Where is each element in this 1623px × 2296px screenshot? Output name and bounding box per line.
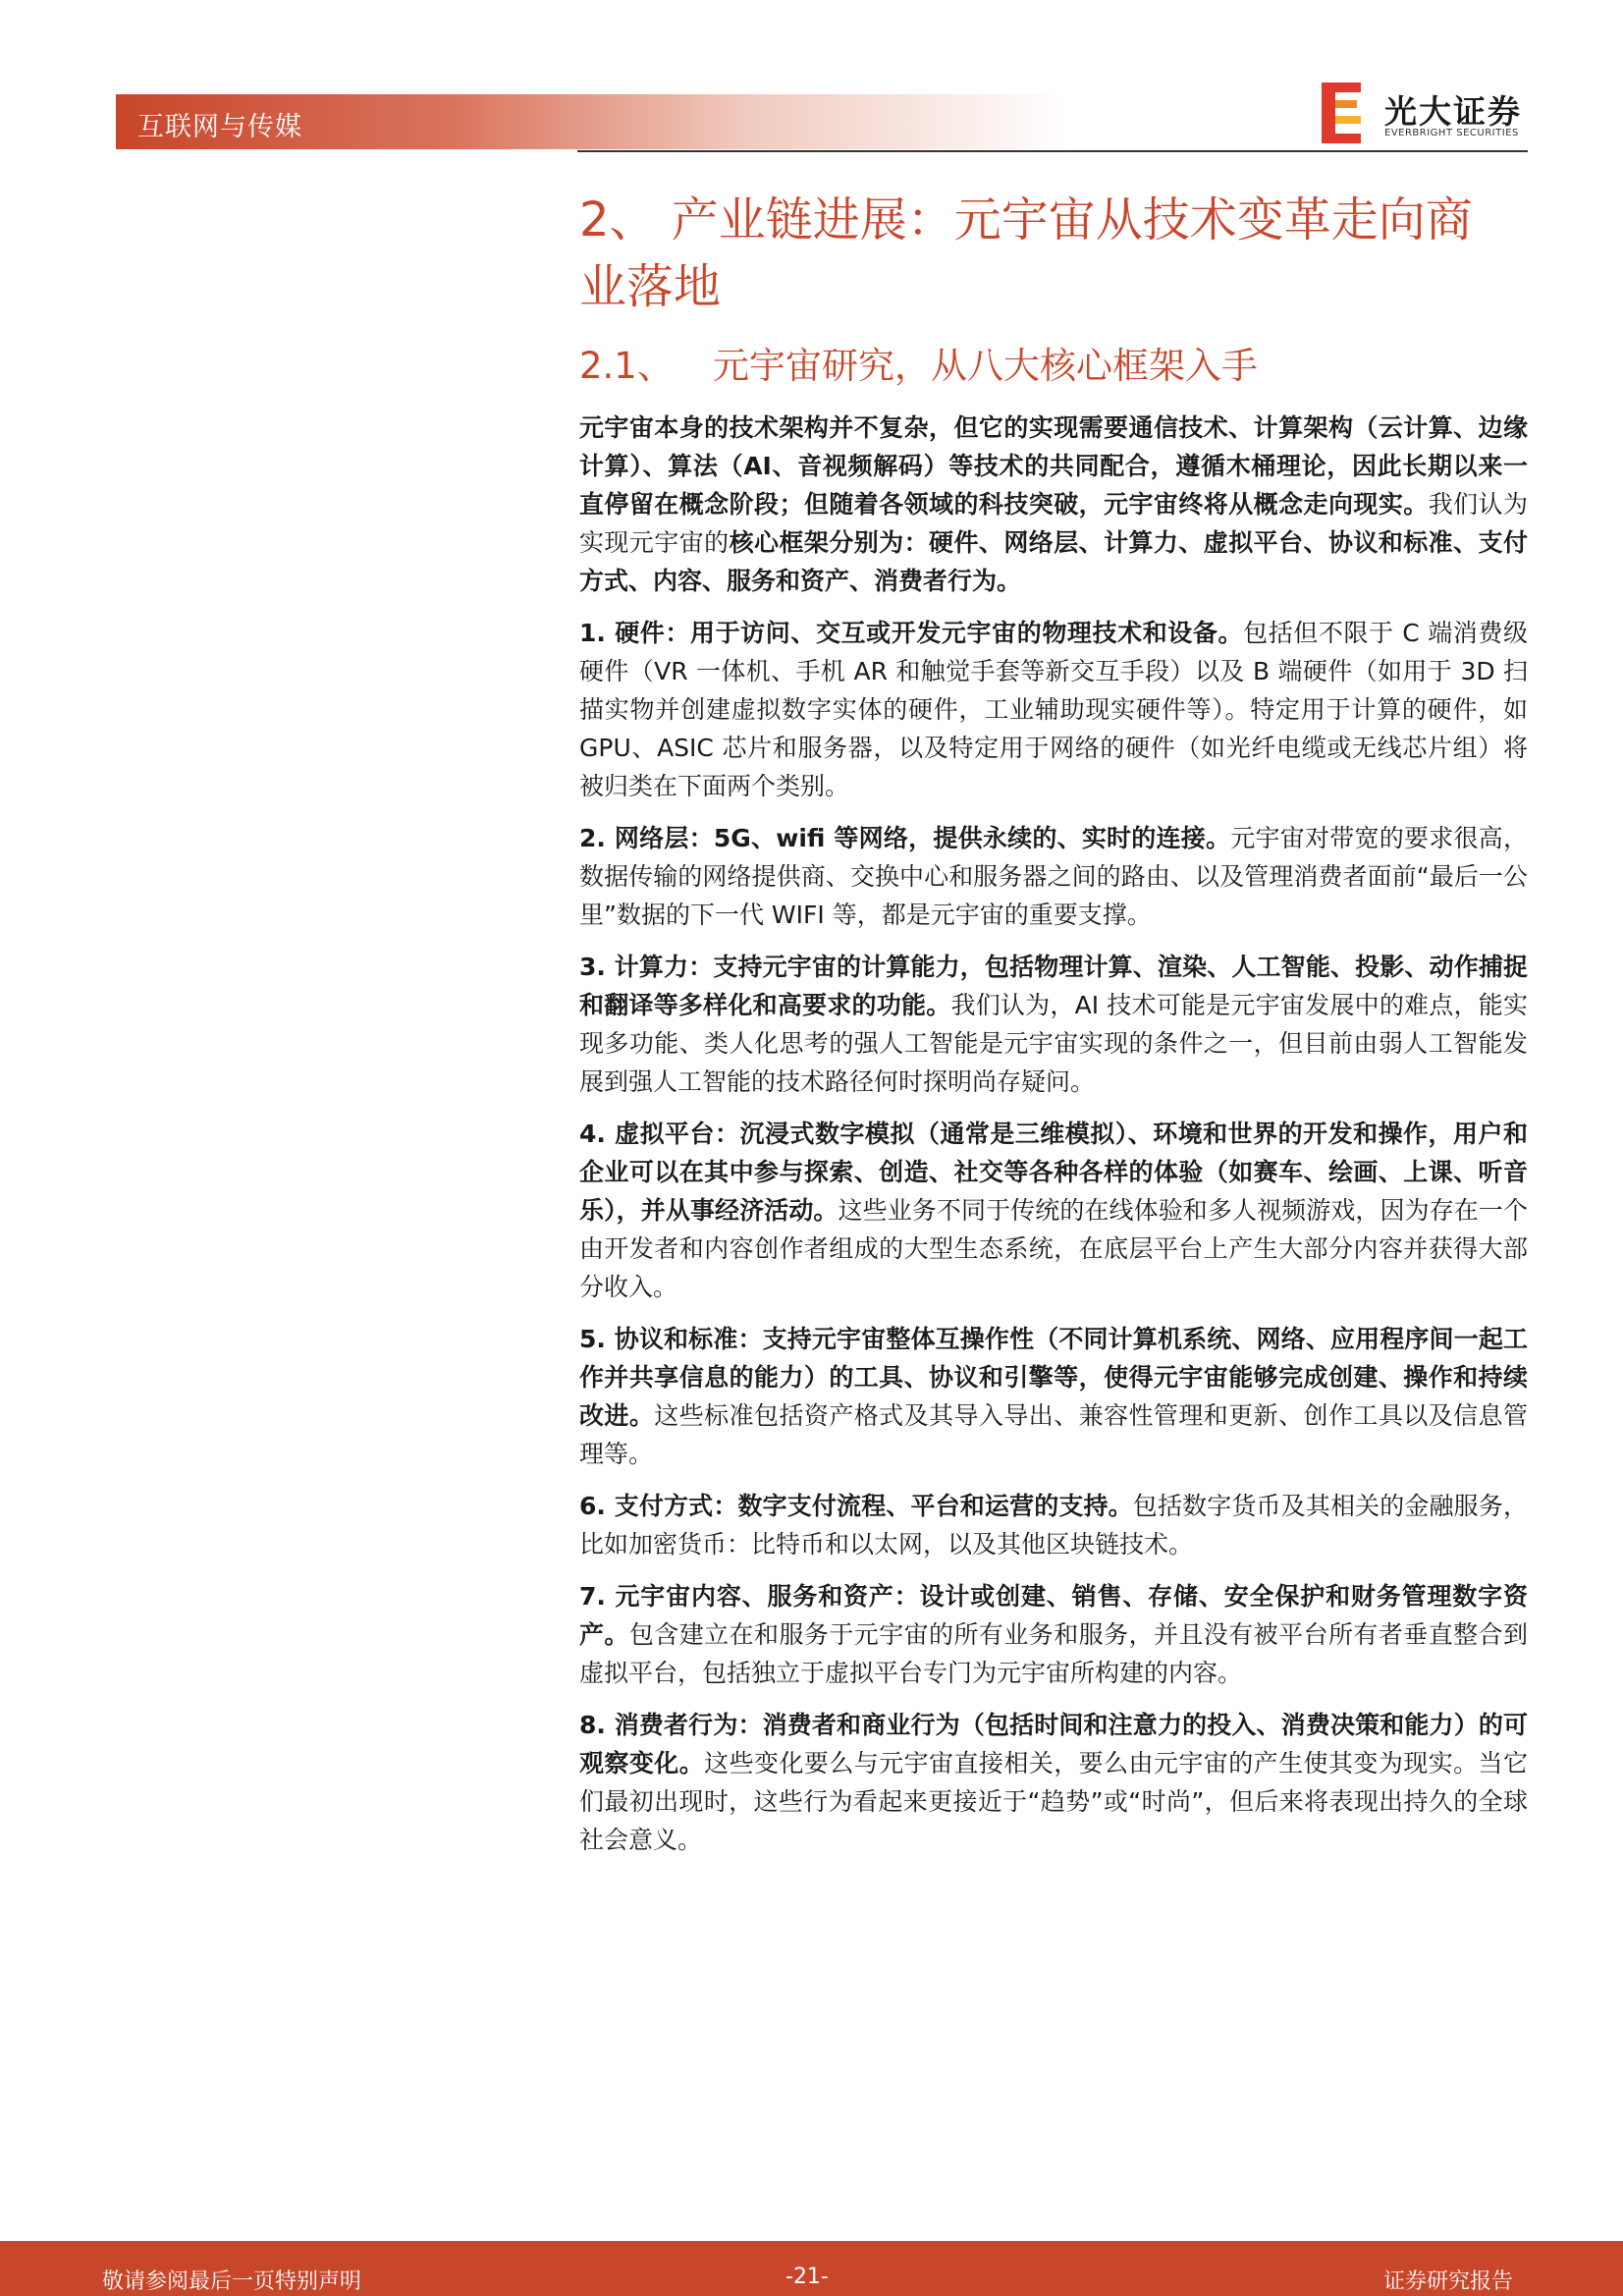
- framework-item-text: 包括数字货币及其相关的金融服务，比如加密货币：比特币和以太网，以及其他区块链技术。: [579, 1492, 1528, 1558]
- framework-item-heading: 5. 协议和标准：支持元宇宙整体互操作性（不同计算机系统、网络、应用程序间一起工作并共享信息的能力）的工具、协议和引擎等，使得元宇宙能够完成创建、操作和持续改进。: [579, 1325, 1528, 1430]
- framework-item: [579, 1487, 1528, 1563]
- framework-item: [579, 1706, 1528, 1859]
- header-category-band: [116, 94, 1070, 149]
- intro-paragraph: [579, 409, 1528, 600]
- intro-bold-framework: 核心框架分别为：硬件、网络层、计算力、虚拟平台、协议和标准、支付方式、内容、服务和资产、消费者行为。: [579, 528, 1528, 595]
- framework-item: [579, 1115, 1528, 1306]
- framework-item-heading: 4. 虚拟平台：沉浸式数字模拟（通常是三维模拟）、环境和世界的开发和操作，用户和企业可以在其中参与探索、创造、社交等各种各样的体验（如赛车、绘画、上课、听音乐），并从事经济活动。: [579, 1120, 1528, 1225]
- framework-item-heading: 7. 元宇宙内容、服务和资产：设计或创建、销售、存储、安全保护和财务管理数字资产。: [579, 1582, 1528, 1649]
- framework-item-text: 包括但不限于 C 端消费级硬件（VR 一体机、手机 AR 和触觉手套等新交互手段）以及 B 端硬件（如用于 3D 扫描实物并创建虚拟数字实体的硬件，工业辅助现实硬件等）。特定用于计算的硬件，如 GPU、ASIC 芯片和服务器，以及特定用于网络的硬件（如光纤电缆或无线芯片组）将被归类在下面两个类别。: [579, 619, 1528, 800]
- logo-mark-icon: [1322, 82, 1361, 143]
- framework-item: [579, 1320, 1528, 1473]
- page-number: -21-: [785, 2265, 829, 2289]
- framework-item: [579, 819, 1528, 934]
- framework-item: [579, 1577, 1528, 1692]
- framework-item-text: 这些变化要么与元宇宙直接相关，要么由元宇宙的产生使其变为现实。当它们最初出现时，这些行为看起来更接近于“趋势”或“时尚”，但后来将表现出持久的全球社会意义。: [579, 1749, 1528, 1854]
- framework-item-text: 这些标准包括资产格式及其导入导出、兼容性管理和更新、创作工具以及信息管理等。: [579, 1401, 1528, 1468]
- intro-normal: 我们认为实现元宇宙的: [579, 490, 1528, 557]
- section-title: [579, 187, 1528, 320]
- logo-english-name: EVERBRIGHT SECURITIES: [1384, 128, 1519, 138]
- intro-bold-lead: 元宇宙本身的技术架构并不复杂，但它的实现需要通信技术、计算架构（云计算、边缘计算）、算法（AI、音视频解码）等技术的共同配合，遵循木桶理论，因此长期以来一直停留在概念阶段；但随着各领域的科技突破，元宇宙终将从概念走向现实。: [579, 413, 1528, 519]
- framework-item-text: 元宇宙对带宽的要求很高，数据传输的网络提供商、交换中心和服务器之间的路由、以及管理消费者面前“最后一公里”数据的下一代 WIFI 等，都是元宇宙的重要支撑。: [579, 824, 1528, 929]
- subsection-text: 元宇宙研究，从八大核心框架入手: [713, 345, 1258, 387]
- framework-item-heading: 1. 硬件：用于访问、交互或开发元宇宙的物理技术和设备。: [579, 619, 1244, 647]
- page-footer: [0, 2241, 1623, 2296]
- framework-item-heading: 8. 消费者行为：消费者和商业行为（包括时间和注意力的投入、消费决策和能力）的可观察变化。: [579, 1711, 1528, 1777]
- section-title-line2: 业落地: [579, 259, 722, 314]
- footer-disclaimer: 敬请参阅最后一页特别声明: [102, 2269, 362, 2294]
- header-category: 互联网与传媒: [137, 112, 302, 142]
- subsection-title: [579, 342, 1528, 391]
- framework-item: [579, 614, 1528, 805]
- main-content: [579, 187, 1528, 1873]
- framework-item-heading: 6. 支付方式：数字支付流程、平台和运营的支持。: [579, 1492, 1133, 1520]
- logo-name: 光大证券: [1384, 92, 1522, 131]
- framework-item-text: 包含建立在和服务于元宇宙的所有业务和服务，并且没有被平台所有者垂直整合到虚拟平台，包括独立于虚拟平台专门为元宇宙所构建的内容。: [579, 1620, 1528, 1687]
- framework-item: [579, 948, 1528, 1101]
- section-title-line1: 2、 产业链进展：元宇宙从技术变革走向商: [579, 192, 1473, 247]
- framework-item-heading: 2. 网络层：5G、wifi 等网络，提供永续的、实时的连接。: [579, 824, 1231, 852]
- framework-item-text: 我们认为，AI 技术可能是元宇宙发展中的难点，能实现多功能、类人化思考的强人工智能是元宇宙实现的条件之一，但目前由弱人工智能发展到强人工智能的技术路径何时探明尚存疑问。: [579, 991, 1528, 1096]
- subsection-number: 2.1、: [579, 345, 674, 387]
- footer-report-type: 证券研究报告: [1382, 2269, 1513, 2294]
- company-logo: [1322, 82, 1528, 145]
- framework-item-heading: 3. 计算力：支持元宇宙的计算能力，包括物理计算、渲染、人工智能、投影、动作捕捉和翻译等多样化和高要求的功能。: [579, 953, 1528, 1019]
- header-divider: [577, 150, 1528, 152]
- framework-item-text: 这些业务不同于传统的在线体验和多人视频游戏，因为存在一个由开发者和内容创作者组成的大型生态系统，在底层平台上产生大部分内容并获得大部分收入。: [579, 1196, 1528, 1301]
